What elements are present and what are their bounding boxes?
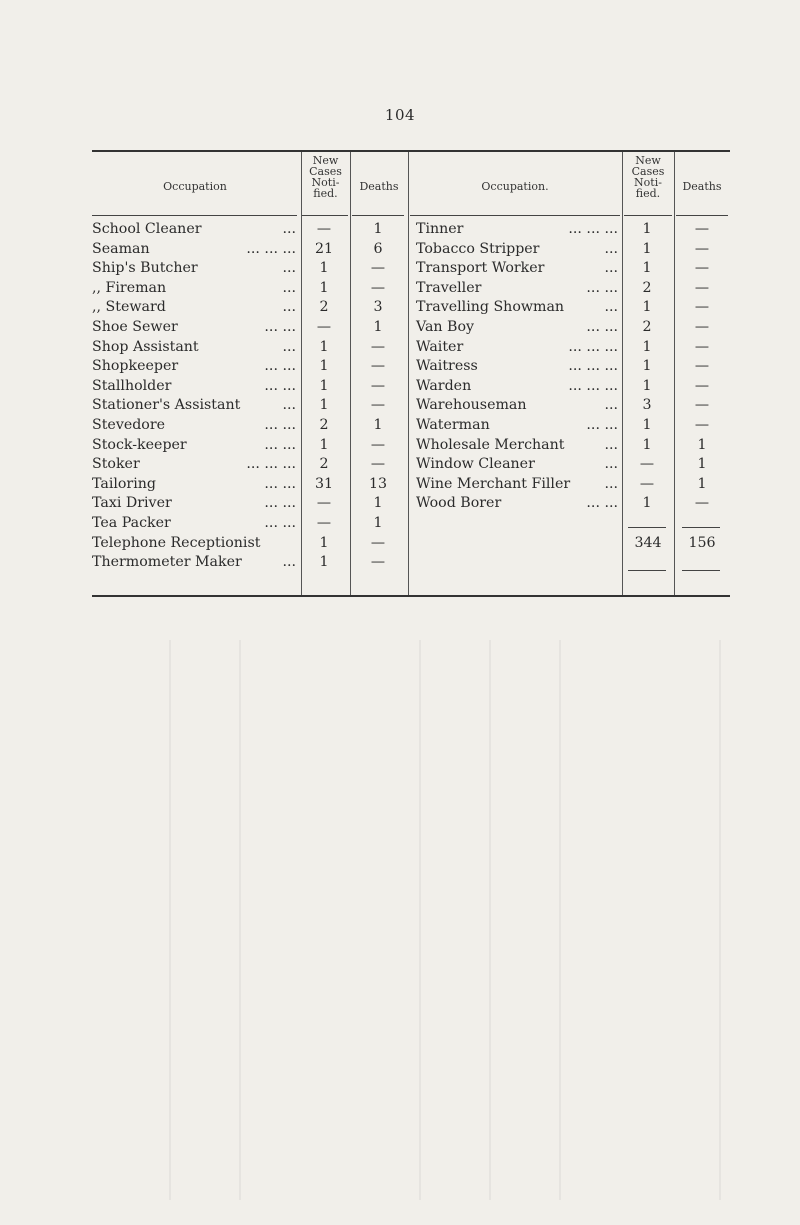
leader-dots: ... [604, 456, 618, 473]
deaths-cell: — [694, 260, 710, 277]
occupation-table [92, 150, 730, 597]
new-cases-cell: 3 [642, 397, 652, 414]
new-cases-cell: 1 [319, 436, 329, 453]
occupation-cell: ,, Fireman [92, 279, 167, 296]
leader-dots: ... [604, 436, 618, 453]
new-cases-cell: 1 [319, 377, 329, 394]
occupation-cell: Warehouseman [416, 397, 527, 414]
occupation-cell: Shopkeeper [92, 358, 179, 375]
deaths-cell: — [370, 338, 386, 355]
leader-dots: ... ... [264, 475, 296, 492]
header-underline [92, 215, 297, 216]
occupation-cell: Stallholder [92, 377, 172, 394]
occupation-cell: School Cleaner [92, 221, 202, 237]
header-line: New [635, 154, 661, 167]
deaths-cell: — [694, 397, 710, 414]
new-cases-cell: 1 [642, 221, 652, 237]
leader-dots: ... ... [264, 377, 296, 394]
new-cases-cell: 21 [314, 240, 334, 257]
deaths-cell: — [694, 377, 710, 394]
table-row [92, 513, 730, 533]
new-cases-cell: — [316, 515, 332, 531]
leader-dots: ... [282, 554, 296, 571]
table-row [92, 219, 730, 239]
table-row [92, 376, 730, 396]
leader-dots: ... ... [586, 417, 618, 433]
occupation-cell: Warden [416, 377, 472, 394]
deaths-cell: — [370, 436, 386, 453]
header-underline [352, 215, 404, 216]
table-row [92, 278, 730, 298]
new-cases-cell: 2 [319, 456, 329, 473]
leader-dots: ... ... [264, 319, 296, 335]
deaths-cell: — [694, 417, 710, 433]
leader-dots: ... [604, 299, 618, 316]
leader-dots: ... ... [586, 279, 618, 296]
leader-dots: ... ... [264, 417, 296, 433]
header-deaths-right: Deaths [682, 180, 722, 193]
deaths-cell: 1 [373, 221, 383, 237]
leader-dots: ... ... [586, 495, 618, 512]
header-line: Noti- [634, 176, 662, 189]
table-row [92, 258, 730, 278]
deaths-cell: 3 [373, 299, 383, 316]
leader-dots: ... [282, 221, 296, 237]
occupation-cell: Travelling Showman [416, 299, 565, 316]
header-new-cases-left [301, 155, 350, 199]
deaths-cell: — [694, 495, 710, 512]
header-occupation-right: Occupation. [481, 180, 549, 193]
new-cases-cell: 2 [642, 319, 652, 335]
table-row [92, 337, 730, 357]
occupation-cell: Shoe Sewer [92, 319, 178, 335]
header-underline [410, 215, 620, 216]
occupation-cell: Telephone Receptionist [92, 534, 261, 551]
new-cases-cell: 1 [319, 554, 329, 571]
deaths-cell: — [694, 299, 710, 316]
new-cases-cell: 1 [319, 534, 329, 551]
total-rule [628, 527, 666, 528]
deaths-cell: 1 [697, 475, 707, 492]
occupation-cell: Waterman [416, 417, 490, 433]
deaths-cell: 1 [373, 515, 383, 531]
occupation-cell: Thermometer Maker [92, 554, 242, 571]
occupation-cell: Shop Assistant [92, 338, 199, 355]
occupation-cell: Wood Borer [416, 495, 502, 512]
total-rule [682, 527, 720, 528]
leader-dots: ... [282, 279, 296, 296]
total-deaths: 156 [688, 535, 716, 551]
deaths-cell: — [694, 240, 710, 257]
table-row [92, 415, 730, 435]
deaths-cell: 6 [373, 240, 383, 257]
occupation-cell: Stoker [92, 456, 140, 473]
new-cases-cell: 1 [319, 358, 329, 375]
header-new-cases-right [622, 155, 674, 199]
new-cases-cell: 1 [319, 338, 329, 355]
table-row [92, 493, 730, 513]
new-cases-cell: 2 [319, 299, 329, 316]
occupation-cell: Wholesale Merchant [416, 436, 565, 453]
leader-dots: ... ... ... [568, 221, 618, 237]
new-cases-cell: 2 [642, 279, 652, 296]
new-cases-cell: 1 [642, 299, 652, 316]
leader-dots: ... [282, 299, 296, 316]
new-cases-cell: 1 [642, 240, 652, 257]
total-new-cases: 344 [634, 535, 662, 551]
new-cases-cell: 1 [319, 260, 329, 277]
table-row [92, 474, 730, 494]
occupation-cell: Stevedore [92, 417, 166, 433]
deaths-cell: — [370, 279, 386, 296]
page-number: 104 [384, 106, 416, 124]
leader-dots: ... [604, 260, 618, 277]
new-cases-cell: — [316, 319, 332, 335]
new-cases-cell: 1 [642, 377, 652, 394]
header-underline [302, 215, 348, 216]
header-line: Cases [631, 165, 665, 178]
occupation-cell: Tinner [416, 221, 464, 237]
header-line: Noti- [311, 176, 340, 189]
deaths-cell: — [370, 397, 386, 414]
occupation-cell: Waiter [416, 338, 464, 355]
deaths-cell: — [370, 358, 386, 375]
new-cases-cell: 1 [319, 397, 329, 414]
occupation-cell: ,, Steward [92, 299, 166, 316]
leader-dots: ... [604, 397, 618, 414]
total-rule [628, 570, 666, 571]
new-cases-cell: 1 [642, 436, 652, 453]
deaths-cell: 1 [373, 417, 383, 433]
occupation-cell: Stationer's Assistant [92, 397, 241, 414]
occupation-cell: Tobacco Stripper [416, 240, 540, 257]
leader-dots: ... [282, 260, 296, 277]
header-deaths-left: Deaths [359, 180, 399, 193]
occupation-cell: Van Boy [416, 319, 475, 335]
table-row [92, 297, 730, 317]
occupation-cell: Ship's Butcher [92, 260, 198, 277]
header-underline [624, 215, 672, 216]
deaths-cell: 1 [697, 456, 707, 473]
new-cases-cell: — [316, 495, 332, 512]
new-cases-cell: 1 [642, 260, 652, 277]
leader-dots: ... ... ... [568, 338, 618, 355]
deaths-cell: 1 [373, 495, 383, 512]
total-rule [682, 570, 720, 571]
occupation-cell: Tailoring [92, 475, 156, 492]
deaths-cell: — [370, 554, 386, 571]
leader-dots: ... ... ... [568, 358, 618, 375]
occupation-cell: Wine Merchant Filler [416, 475, 571, 492]
new-cases-cell: 1 [319, 279, 329, 296]
new-cases-cell: — [639, 475, 655, 492]
leader-dots: ... [604, 240, 618, 257]
deaths-cell: — [694, 319, 710, 335]
new-cases-cell: 1 [642, 495, 652, 512]
table-row [92, 395, 730, 415]
leader-dots: ... ... ... [246, 240, 296, 257]
deaths-cell: — [370, 534, 386, 551]
leader-dots: ... ... [264, 358, 296, 375]
table-row [92, 454, 730, 474]
deaths-cell: — [370, 456, 386, 473]
occupation-cell: Window Cleaner [416, 456, 535, 473]
deaths-cell: 1 [697, 436, 707, 453]
leader-dots: ... ... [586, 319, 618, 335]
leader-dots: ... ... ... [246, 456, 296, 473]
deaths-cell: — [694, 358, 710, 375]
table-row [92, 239, 730, 259]
leader-dots: ... ... [264, 495, 296, 512]
header-underline [676, 215, 728, 216]
leader-dots: ... [282, 397, 296, 414]
show-through-texture [0, 600, 800, 1225]
new-cases-cell: 1 [642, 358, 652, 375]
deaths-cell: 13 [368, 475, 388, 492]
leader-dots: ... ... [264, 515, 296, 531]
leader-dots: ... [604, 475, 618, 492]
occupation-cell: Seaman [92, 240, 150, 257]
new-cases-cell: 1 [642, 417, 652, 433]
occupation-cell: Transport Worker [416, 260, 545, 277]
deaths-cell: 1 [373, 319, 383, 335]
leader-dots: ... ... ... [568, 377, 618, 394]
occupation-cell: Traveller [416, 279, 482, 296]
header-line: Cases [309, 165, 342, 178]
header-line: New [312, 154, 339, 167]
leader-dots: ... ... [264, 436, 296, 453]
new-cases-cell: — [316, 221, 332, 237]
occupation-cell: Waitress [416, 358, 478, 375]
new-cases-cell: 1 [642, 338, 652, 355]
header-line: fied. [635, 187, 661, 200]
table-row [92, 317, 730, 337]
new-cases-cell: 2 [319, 417, 329, 433]
deaths-cell: — [370, 260, 386, 277]
occupation-cell: Tea Packer [92, 515, 171, 531]
occupation-cell: Taxi Driver [92, 495, 172, 512]
deaths-cell: — [694, 338, 710, 355]
leader-dots: ... [282, 338, 296, 355]
header-line: fied. [313, 187, 338, 200]
header-occupation-left: Occupation [163, 180, 227, 193]
table-row [92, 435, 730, 455]
new-cases-cell: 31 [314, 475, 334, 492]
deaths-cell: — [370, 377, 386, 394]
deaths-cell: — [694, 279, 710, 296]
deaths-cell: — [694, 221, 710, 237]
occupation-cell: Stock-keeper [92, 436, 187, 453]
new-cases-cell: — [639, 456, 655, 473]
table-row [92, 356, 730, 376]
